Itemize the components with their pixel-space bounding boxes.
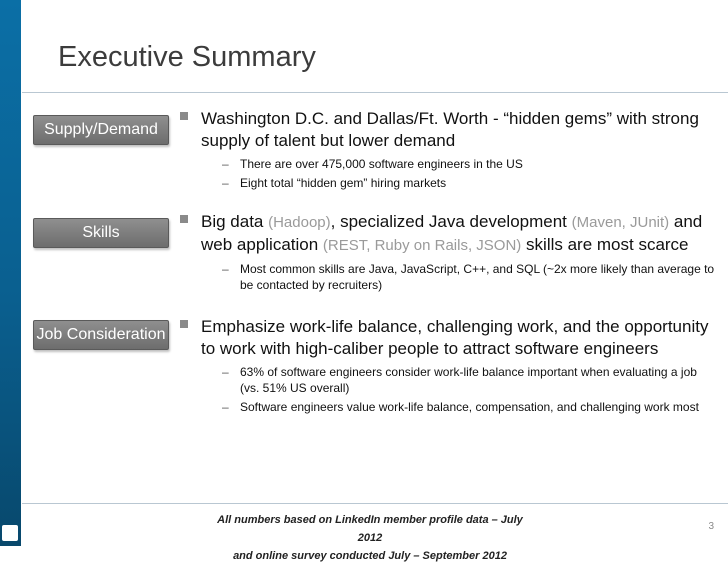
dash-bullet-icon: –: [222, 400, 229, 414]
section-skills: [178, 211, 718, 296]
sub-point-list: [178, 261, 718, 293]
linkedin-logo-icon: [2, 525, 18, 541]
tag-job-consideration: Job Consideration: [33, 320, 169, 350]
section-supply-demand: [178, 108, 718, 194]
header-divider: [22, 92, 728, 93]
slide-title: Executive Summary: [58, 41, 316, 73]
main-point-text: Emphasize work-life balance, challenging work, and the opportunity to work with high-caliber people to attract software engineers: [201, 317, 709, 358]
footnote-line: and online survey conducted July – September 2012: [233, 550, 507, 562]
left-accent-bar: [0, 0, 21, 546]
main-point-text-part: skills are most scarce: [521, 235, 689, 254]
sub-point-text: Eight total “hidden gem” hiring markets: [240, 176, 447, 190]
main-point-text-part: , specialized Java development: [330, 212, 572, 231]
dash-bullet-icon: –: [222, 157, 229, 171]
main-point-text-part: Big data: [201, 212, 269, 231]
skill-example-java: (Maven, JUnit): [571, 214, 670, 231]
sub-point: [178, 175, 718, 191]
sub-point-text: There are over 475,000 software engineers in the US: [240, 157, 523, 171]
tag-supply-demand: Supply/Demand: [33, 115, 169, 145]
sub-point-list: [178, 156, 718, 191]
tag-skills: Skills: [33, 218, 169, 248]
sub-point: [178, 399, 718, 415]
sub-point-text: Software engineers value work-life balance, compensation, and challenging work most: [240, 400, 699, 414]
footnote-line: All numbers based on LinkedIn member profile data – July 2012: [217, 514, 523, 544]
dash-bullet-icon: –: [222, 365, 229, 379]
skill-example-hadoop: (Hadoop): [268, 214, 331, 231]
square-bullet-icon: [180, 112, 188, 120]
main-point: [178, 108, 718, 152]
square-bullet-icon: [180, 320, 188, 328]
page-number: 3: [708, 521, 714, 532]
main-point-text-part: and web application: [201, 212, 703, 254]
section-job-consideration: [178, 316, 718, 418]
square-bullet-icon: [180, 215, 188, 223]
main-point: [178, 211, 718, 257]
main-point: [178, 316, 718, 360]
source-footnote: [210, 511, 530, 565]
skill-example-web: (REST, Ruby on Rails, JSON): [322, 237, 522, 254]
main-point-text: Washington D.C. and Dallas/Ft. Worth - “hidden gems” with strong supply of talent but lower demand: [201, 109, 699, 150]
sub-point-text: 63% of software engineers consider work-life balance important when evaluating a job (vs. 51% US overall): [240, 365, 697, 395]
sub-point: [178, 156, 718, 172]
dash-bullet-icon: –: [222, 262, 229, 276]
sub-point-text: Most common skills are Java, JavaScript, C++, and SQL (~2x more likely than average to be contacted by recruiters): [240, 262, 715, 292]
dash-bullet-icon: –: [222, 176, 229, 190]
sub-point: [178, 261, 718, 293]
footer-divider: [22, 503, 728, 504]
sub-point: [178, 364, 718, 396]
sub-point-list: [178, 364, 718, 415]
